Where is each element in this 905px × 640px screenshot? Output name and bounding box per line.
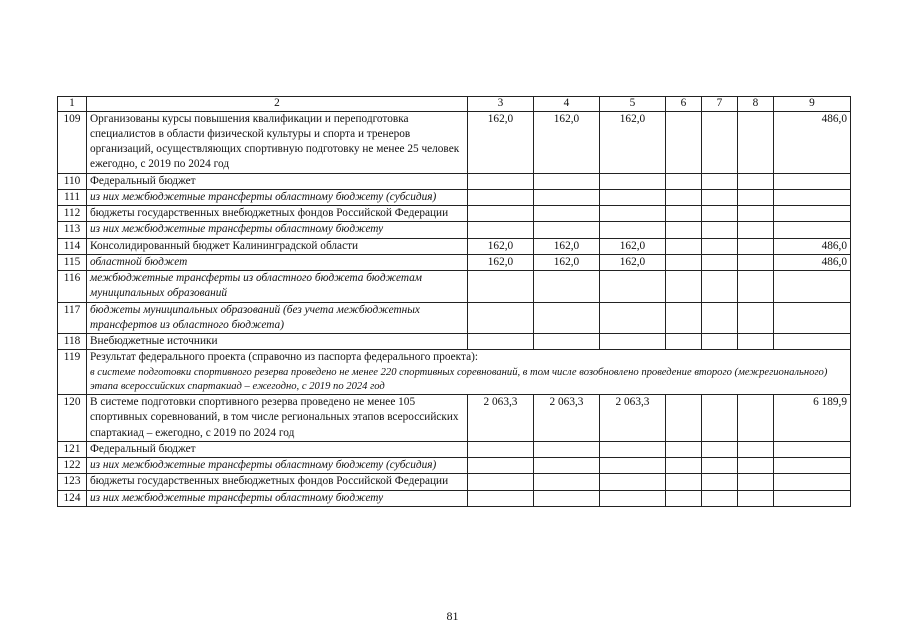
table-row (58, 254, 851, 270)
value-cell (534, 490, 600, 506)
row-description: бюджеты муниципальных образований (без учета межбюджетных трансфертов из областного бюджета) (87, 302, 468, 334)
result-heading: Результат федерального проекта (справочно из паспорта федерального проекта): (90, 351, 478, 364)
value-cell (600, 271, 666, 303)
value-cell (600, 222, 666, 238)
value-cell (666, 458, 702, 474)
value-cell (468, 173, 534, 189)
value-cell: 6 189,9 (774, 395, 851, 442)
value-cell (534, 441, 600, 457)
row-number: 124 (58, 490, 87, 506)
value-cell (738, 334, 774, 350)
value-cell (738, 441, 774, 457)
value-cell (534, 206, 600, 222)
row-number: 110 (58, 173, 87, 189)
row-number: 114 (58, 238, 87, 254)
value-cell (534, 302, 600, 334)
value-cell (702, 490, 738, 506)
row-description: Консолидированный бюджет Калининградской области (87, 238, 468, 254)
row-number: 117 (58, 302, 87, 334)
column-header: 3 (468, 97, 534, 112)
value-cell (702, 238, 738, 254)
value-cell (774, 302, 851, 334)
value-cell (468, 490, 534, 506)
row-number: 115 (58, 254, 87, 270)
value-cell (702, 222, 738, 238)
value-cell (774, 441, 851, 457)
value-cell (600, 173, 666, 189)
budget-table (57, 96, 851, 507)
value-cell (600, 189, 666, 205)
value-cell (600, 474, 666, 490)
row-number: 123 (58, 474, 87, 490)
row-number: 122 (58, 458, 87, 474)
row-number: 119 (58, 350, 87, 395)
value-cell (600, 490, 666, 506)
row-number: 112 (58, 206, 87, 222)
value-cell: 486,0 (774, 238, 851, 254)
row-number: 116 (58, 271, 87, 303)
value-cell (468, 441, 534, 457)
row-number: 118 (58, 334, 87, 350)
value-cell (468, 302, 534, 334)
value-cell: 486,0 (774, 111, 851, 173)
row-description: из них межбюджетные трансферты областному бюджету (субсидия) (87, 189, 468, 205)
row-description: из них межбюджетные трансферты областному бюджету (87, 222, 468, 238)
value-cell (702, 189, 738, 205)
table-row (58, 474, 851, 490)
value-cell (468, 458, 534, 474)
value-cell (534, 173, 600, 189)
value-cell (738, 238, 774, 254)
row-number: 120 (58, 395, 87, 442)
value-cell (666, 302, 702, 334)
value-cell (774, 271, 851, 303)
value-cell (702, 302, 738, 334)
value-cell (774, 173, 851, 189)
table-row (58, 441, 851, 457)
table-row (58, 238, 851, 254)
table-row (58, 206, 851, 222)
table-row (58, 111, 851, 173)
value-cell (702, 458, 738, 474)
row-number: 111 (58, 189, 87, 205)
value-cell (738, 111, 774, 173)
value-cell (666, 238, 702, 254)
table-row (58, 334, 851, 350)
value-cell (534, 189, 600, 205)
value-cell (468, 206, 534, 222)
value-cell (534, 334, 600, 350)
value-cell: 162,0 (600, 111, 666, 173)
value-cell (702, 474, 738, 490)
row-description: областной бюджет (87, 254, 468, 270)
value-cell: 2 063,3 (534, 395, 600, 442)
value-cell (666, 474, 702, 490)
federal-project-result-row (58, 350, 851, 395)
column-header: 1 (58, 97, 87, 112)
table-row (58, 395, 851, 442)
value-cell (666, 490, 702, 506)
value-cell (666, 173, 702, 189)
column-header: 9 (774, 97, 851, 112)
table-row (58, 222, 851, 238)
row-number: 109 (58, 111, 87, 173)
value-cell (666, 441, 702, 457)
value-cell (702, 395, 738, 442)
value-cell (774, 474, 851, 490)
value-cell (774, 490, 851, 506)
column-header: 8 (738, 97, 774, 112)
result-text: в системе подготовки спортивного резерва проведено не менее 220 спортивных соревнований, в том числе возобновлено проведение второго (межрегионального) этапа всероссийских спартакиад – ежегодно, с 2019 по 2024 год (90, 366, 828, 392)
row-description: межбюджетные трансферты из областного бюджета бюджетам муниципальных образований (87, 271, 468, 303)
row-description: из них межбюджетные трансферты областному бюджету (87, 490, 468, 506)
value-cell: 2 063,3 (600, 395, 666, 442)
value-cell (774, 206, 851, 222)
value-cell (702, 173, 738, 189)
row-description: Организованы курсы повышения квалификации и переподготовка специалистов в области физической культуры и спорта и тренеров организаций, осуществляющих спортивную подготовку не менее 25 человек ежегодно, с 2019 по 2024 год (87, 111, 468, 173)
value-cell (702, 334, 738, 350)
value-cell (702, 441, 738, 457)
table-header-row (58, 97, 851, 112)
value-cell (600, 334, 666, 350)
value-cell (774, 222, 851, 238)
column-header: 6 (666, 97, 702, 112)
page-number: 81 (446, 609, 459, 623)
table-row (58, 189, 851, 205)
value-cell: 162,0 (534, 254, 600, 270)
value-cell: 162,0 (468, 111, 534, 173)
value-cell (600, 458, 666, 474)
row-number: 113 (58, 222, 87, 238)
value-cell (738, 206, 774, 222)
value-cell (666, 111, 702, 173)
value-cell (702, 111, 738, 173)
value-cell (534, 458, 600, 474)
value-cell (468, 334, 534, 350)
value-cell (666, 206, 702, 222)
table-row (58, 490, 851, 506)
value-cell (666, 334, 702, 350)
value-cell (468, 189, 534, 205)
value-cell (534, 271, 600, 303)
row-description: Внебюджетные источники (87, 334, 468, 350)
table-row (58, 271, 851, 303)
value-cell (738, 302, 774, 334)
value-cell (738, 395, 774, 442)
value-cell (738, 254, 774, 270)
value-cell (738, 189, 774, 205)
value-cell (666, 271, 702, 303)
value-cell (774, 334, 851, 350)
value-cell (738, 271, 774, 303)
value-cell (666, 222, 702, 238)
row-description: из них межбюджетные трансферты областному бюджету (субсидия) (87, 458, 468, 474)
row-description: Федеральный бюджет (87, 441, 468, 457)
value-cell (666, 254, 702, 270)
table-row (58, 458, 851, 474)
value-cell (774, 189, 851, 205)
value-cell (468, 222, 534, 238)
table-row (58, 302, 851, 334)
value-cell: 486,0 (774, 254, 851, 270)
row-number: 121 (58, 441, 87, 457)
value-cell (702, 271, 738, 303)
value-cell: 162,0 (534, 111, 600, 173)
row-description: В системе подготовки спортивного резерва проведено не менее 105 спортивных соревнований, в том числе региональных этапов всероссийских спартакиад – ежегодно, с 2019 по 2024 год (87, 395, 468, 442)
column-header: 5 (600, 97, 666, 112)
value-cell (468, 474, 534, 490)
value-cell (666, 189, 702, 205)
value-cell (738, 474, 774, 490)
federal-project-result (87, 350, 851, 395)
value-cell: 162,0 (600, 254, 666, 270)
row-description: бюджеты государственных внебюджетных фондов Российской Федерации (87, 474, 468, 490)
value-cell (702, 254, 738, 270)
value-cell (600, 206, 666, 222)
value-cell: 162,0 (468, 238, 534, 254)
value-cell: 162,0 (468, 254, 534, 270)
value-cell (600, 302, 666, 334)
value-cell (468, 271, 534, 303)
value-cell: 162,0 (600, 238, 666, 254)
value-cell (738, 458, 774, 474)
table-row (58, 173, 851, 189)
value-cell (666, 395, 702, 442)
row-description: бюджеты государственных внебюджетных фондов Российской Федерации (87, 206, 468, 222)
value-cell (534, 222, 600, 238)
value-cell (738, 490, 774, 506)
value-cell (600, 441, 666, 457)
row-description: Федеральный бюджет (87, 173, 468, 189)
value-cell (738, 222, 774, 238)
column-header: 4 (534, 97, 600, 112)
value-cell (774, 458, 851, 474)
column-header: 7 (702, 97, 738, 112)
value-cell (702, 206, 738, 222)
value-cell (738, 173, 774, 189)
value-cell: 162,0 (534, 238, 600, 254)
value-cell: 2 063,3 (468, 395, 534, 442)
value-cell (534, 474, 600, 490)
column-header: 2 (87, 97, 468, 112)
